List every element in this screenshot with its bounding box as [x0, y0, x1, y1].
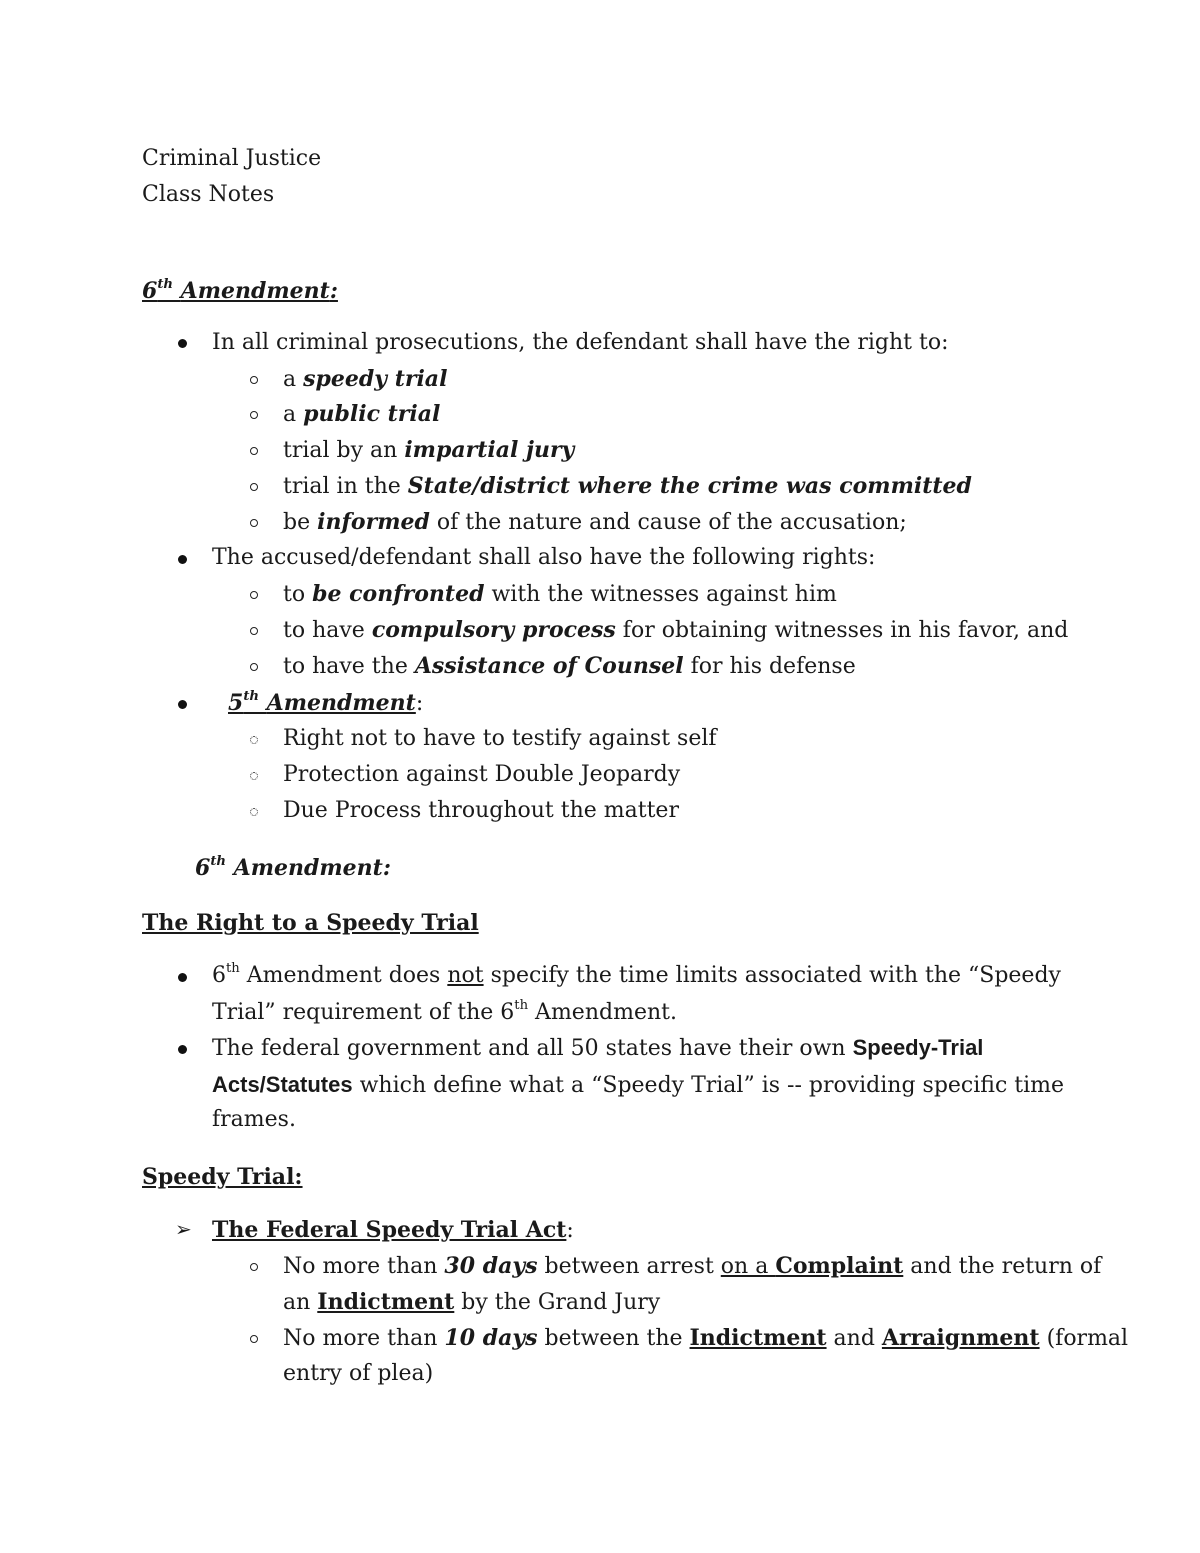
list-item-federal-act: The Federal Speedy Trial Act: — [212, 1217, 574, 1243]
bullet-circle-icon — [250, 447, 258, 455]
list-item: Due Process throughout the matter — [283, 798, 679, 823]
bullet-dot-icon — [178, 700, 187, 709]
list-item: trial in the State/district where the crime was committed — [283, 473, 972, 499]
heading-right-to-speedy-trial: The Right to a Speedy Trial — [142, 910, 479, 936]
arrow-bullet-icon: ➢ — [175, 1217, 192, 1241]
list-item: to have compulsory process for obtaining witnesses in his favor, and — [283, 617, 1069, 643]
list-item-continued: Trial” requirement of the 6th Amendment. — [212, 997, 677, 1025]
bullet-circle-icon — [250, 1335, 258, 1343]
bullet-circle-icon — [250, 411, 258, 419]
list-item-5th-amendment: 5th Amendment: — [228, 688, 424, 716]
list-item-continued: Acts/Statutes which define what a “Speedy Trial” is -- providing specific time — [212, 1072, 1065, 1098]
bullet-circle-icon — [250, 1263, 258, 1271]
list-item-continued: entry of plea) — [283, 1361, 434, 1386]
list-item: 6th Amendment does not specify the time limits associated with the “Speedy — [212, 960, 1061, 988]
course-title: Criminal Justice — [142, 146, 322, 171]
list-item: be informed of the nature and cause of the accusation; — [283, 509, 907, 535]
list-item-continued: frames. — [212, 1107, 296, 1132]
heading-speedy-trial: Speedy Trial: — [142, 1164, 303, 1190]
bullet-dot-icon — [178, 339, 187, 348]
bullet-dotted-circle-icon — [250, 772, 258, 780]
bullet-dotted-circle-icon — [250, 736, 258, 744]
list-item: The federal government and all 50 states have their own Speedy-Trial — [212, 1035, 984, 1061]
bullet-circle-icon — [250, 663, 258, 671]
bullet-dot-icon — [178, 1045, 187, 1054]
section-heading-6th-amendment: 6th Amendment: — [142, 276, 338, 304]
list-item: No more than 10 days between the Indictment and Arraignment (formal — [283, 1325, 1129, 1351]
bullet-dotted-circle-icon — [250, 808, 258, 816]
list-item: The accused/defendant shall also have the following rights: — [212, 545, 876, 570]
bullet-circle-icon — [250, 519, 258, 527]
list-item: trial by an impartial jury — [283, 437, 575, 463]
list-item: In all criminal prosecutions, the defendant shall have the right to: — [212, 330, 949, 355]
list-item: a speedy trial — [283, 366, 448, 392]
bullet-circle-icon — [250, 376, 258, 384]
list-item: Right not to have to testify against self — [283, 726, 717, 751]
bullet-dot-icon — [178, 555, 187, 564]
list-item: a public trial — [283, 401, 441, 427]
bullet-circle-icon — [250, 627, 258, 635]
section-heading-6th-amendment-2: 6th Amendment: — [195, 853, 391, 881]
bullet-dot-icon — [178, 973, 187, 982]
notes-subtitle: Class Notes — [142, 182, 275, 207]
bullet-circle-icon — [250, 591, 258, 599]
bullet-circle-icon — [250, 483, 258, 491]
list-item: to be confronted with the witnesses against him — [283, 581, 837, 607]
list-item: to have the Assistance of Counsel for his defense — [283, 653, 856, 679]
list-item-continued: an Indictment by the Grand Jury — [283, 1289, 661, 1315]
list-item: Protection against Double Jeopardy — [283, 762, 681, 787]
list-item: No more than 30 days between arrest on a Complaint and the return of — [283, 1253, 1102, 1279]
